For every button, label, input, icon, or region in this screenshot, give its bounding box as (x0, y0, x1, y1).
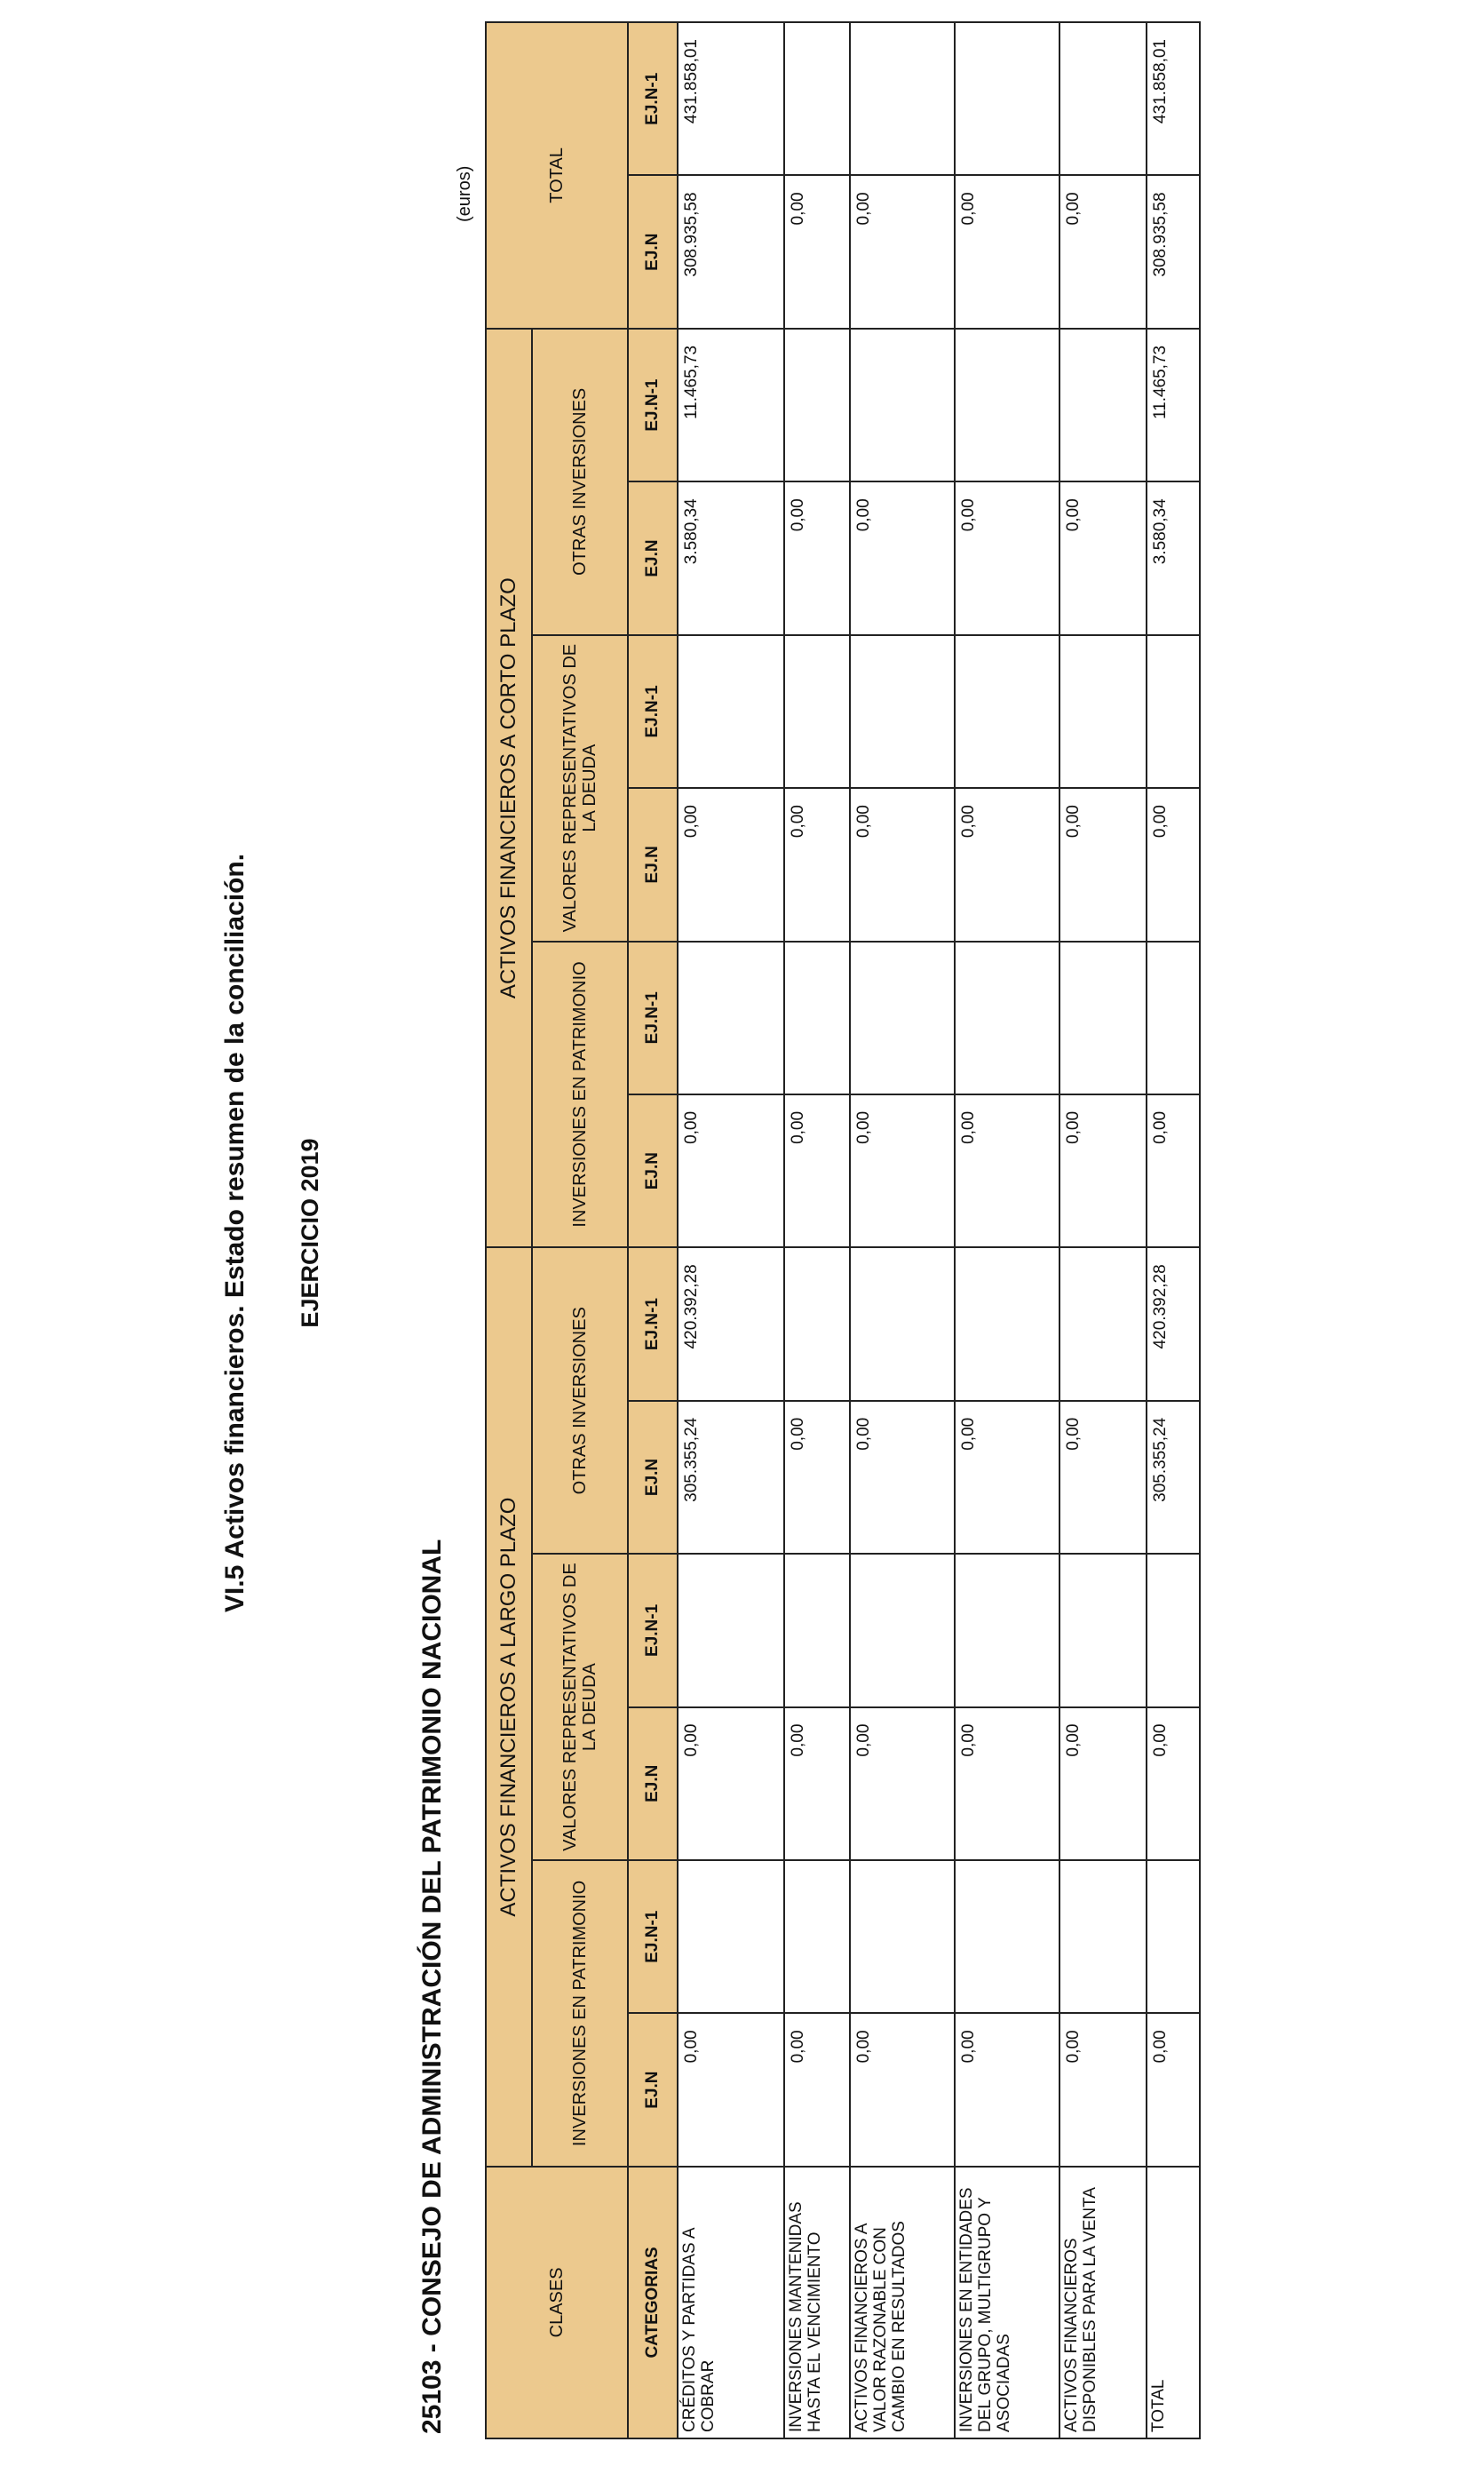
header-ejn: EJ.N (628, 481, 678, 634)
header-cp-otras-inversiones: OTRAS INVERSIONES (532, 329, 628, 635)
value-cell (955, 329, 1059, 481)
table-row (850, 22, 955, 2438)
header-categorias: CATEGORIAS (628, 2167, 678, 2438)
value-cell: 0,00 (955, 1401, 1059, 1554)
value-cell: 0,00 (678, 788, 784, 941)
table-row (1147, 22, 1200, 2438)
value-cell (850, 1247, 955, 1400)
value-cell: 0,00 (850, 481, 955, 634)
value-cell: 0,00 (1059, 2013, 1147, 2166)
value-cell (1059, 1860, 1147, 2013)
header-ejn1: EJ.N-1 (628, 1860, 678, 2013)
header-ejn1: EJ.N-1 (628, 942, 678, 1094)
header-cp-inv-patrimonio: INVERSIONES EN PATRIMONIO (532, 942, 628, 1248)
value-cell: 3.580,34 (678, 481, 784, 634)
value-cell: 420.392,28 (678, 1247, 784, 1400)
value-cell: 0,00 (784, 175, 850, 328)
table-row (955, 22, 1059, 2438)
conciliation-table (485, 21, 1201, 2439)
value-cell: 0,00 (955, 481, 1059, 634)
value-cell (1059, 1247, 1147, 1400)
value-cell (850, 329, 955, 481)
header-lp-valores-deuda: VALORES REPRESENTATIVOS DE LA DEUDA (532, 1554, 628, 1860)
value-cell: 305.355,24 (1147, 1401, 1200, 1554)
value-cell: 0,00 (678, 1094, 784, 1247)
value-cell (955, 1554, 1059, 1706)
value-cell: 0,00 (1059, 1401, 1147, 1554)
value-cell: 0,00 (1147, 1094, 1200, 1247)
table-row (784, 22, 850, 2438)
value-cell (1059, 1554, 1147, 1706)
value-cell (955, 942, 1059, 1094)
value-cell (678, 942, 784, 1094)
value-cell (850, 22, 955, 175)
value-cell: 0,00 (955, 2013, 1059, 2166)
value-cell (850, 942, 955, 1094)
value-cell: 0,00 (955, 175, 1059, 328)
value-cell: 308.935,58 (678, 175, 784, 328)
value-cell (678, 1554, 784, 1706)
category-cell: INVERSIONES EN ENTIDADES DEL GRUPO, MULTIGRUPO Y ASOCIADAS (955, 2167, 1059, 2438)
value-cell (1059, 329, 1147, 481)
value-cell: 0,00 (1059, 1707, 1147, 1860)
header-ejn1: EJ.N-1 (628, 1247, 678, 1400)
header-ejn: EJ.N (628, 1094, 678, 1247)
header-largo-plazo: ACTIVOS FINANCIEROS A LARGO PLAZO (486, 1247, 532, 2166)
table-body (678, 22, 1200, 2438)
value-cell (955, 22, 1059, 175)
page-title: VI.5 Activos financieros. Estado resumen de la conciliación. (220, 853, 250, 1613)
value-cell: 0,00 (955, 788, 1059, 941)
value-cell (1059, 635, 1147, 788)
value-cell: 0,00 (850, 1401, 955, 1554)
value-cell (1147, 1554, 1200, 1706)
header-ejn1: EJ.N-1 (628, 635, 678, 788)
header-ejn1: EJ.N-1 (628, 22, 678, 175)
category-cell: ACTIVOS FINANCIEROS A VALOR RAZONABLE CON CAMBIO EN RESULTADOS (850, 2167, 955, 2438)
value-cell (784, 1247, 850, 1400)
value-cell: 0,00 (784, 788, 850, 941)
header-lp-otras-inversiones: OTRAS INVERSIONES (532, 1247, 628, 1554)
value-cell: 0,00 (784, 481, 850, 634)
value-cell: 0,00 (955, 1707, 1059, 1860)
value-cell: 0,00 (678, 2013, 784, 2166)
value-cell: 0,00 (1059, 1094, 1147, 1247)
value-cell (678, 635, 784, 788)
header-cp-valores-deuda: VALORES REPRESENTATIVOS DE LA DEUDA (532, 635, 628, 942)
table-row (1059, 22, 1147, 2438)
value-cell: 0,00 (784, 1707, 850, 1860)
value-cell: 11.465,73 (678, 329, 784, 481)
value-cell: 420.392,28 (1147, 1247, 1200, 1400)
value-cell (1059, 22, 1147, 175)
header-clases: CLASES (486, 2167, 628, 2438)
value-cell: 305.355,24 (678, 1401, 784, 1554)
value-cell (955, 635, 1059, 788)
value-cell: 0,00 (784, 1401, 850, 1554)
value-cell: 0,00 (678, 1707, 784, 1860)
header-ejn1: EJ.N-1 (628, 1554, 678, 1706)
value-cell (784, 329, 850, 481)
value-cell: 0,00 (850, 1707, 955, 1860)
value-cell: 0,00 (1059, 175, 1147, 328)
value-cell: 11.465,73 (1147, 329, 1200, 481)
value-cell: 0,00 (1059, 481, 1147, 634)
header-ejn1: EJ.N-1 (628, 329, 678, 481)
value-cell (784, 1554, 850, 1706)
value-cell (955, 1860, 1059, 2013)
value-cell: 0,00 (850, 175, 955, 328)
header-total: TOTAL (486, 22, 628, 329)
value-cell: 3.580,34 (1147, 481, 1200, 634)
value-cell: 0,00 (1147, 788, 1200, 941)
value-cell (784, 635, 850, 788)
category-cell: CRÉDITOS Y PARTIDAS A COBRAR (678, 2167, 784, 2438)
value-cell: 0,00 (955, 1094, 1059, 1247)
header-ejn: EJ.N (628, 788, 678, 941)
value-cell (678, 1860, 784, 2013)
value-cell (850, 1554, 955, 1706)
value-cell (784, 1860, 850, 2013)
header-corto-plazo: ACTIVOS FINANCIEROS A CORTO PLAZO (486, 329, 532, 1247)
value-cell: 0,00 (850, 2013, 955, 2166)
units-label: (euros) (455, 165, 474, 222)
value-cell: 431.858,01 (678, 22, 784, 175)
value-cell (850, 635, 955, 788)
header-ejn: EJ.N (628, 175, 678, 328)
value-cell: 0,00 (1147, 1707, 1200, 1860)
table-row (678, 22, 784, 2438)
header-ejn: EJ.N (628, 1707, 678, 1860)
value-cell: 0,00 (850, 788, 955, 941)
value-cell: 308.935,58 (1147, 175, 1200, 328)
value-cell (784, 942, 850, 1094)
value-cell (1147, 942, 1200, 1094)
ejercicio-label: EJERCICIO 2019 (297, 1138, 323, 1328)
category-cell: TOTAL (1147, 2167, 1200, 2438)
value-cell: 0,00 (784, 1094, 850, 1247)
category-cell: ACTIVOS FINANCIEROS DISPONIBLES PARA LA VENTA (1059, 2167, 1147, 2438)
value-cell (1147, 1860, 1200, 2013)
value-cell: 0,00 (850, 1094, 955, 1247)
value-cell: 0,00 (1059, 788, 1147, 941)
value-cell: 0,00 (1147, 2013, 1200, 2166)
value-cell (955, 1247, 1059, 1400)
header-ejn: EJ.N (628, 1401, 678, 1554)
value-cell (1147, 635, 1200, 788)
value-cell (850, 1860, 955, 2013)
category-cell: INVERSIONES MANTENIDAS HASTA EL VENCIMIENTO (784, 2167, 850, 2438)
header-lp-inv-patrimonio: INVERSIONES EN PATRIMONIO (532, 1860, 628, 2167)
value-cell (784, 22, 850, 175)
value-cell: 0,00 (784, 2013, 850, 2166)
header-ejn: EJ.N (628, 2013, 678, 2166)
value-cell: 431.858,01 (1147, 22, 1200, 175)
entity-title: 25103 - CONSEJO DE ADMINISTRACIÓN DEL PATRIMONIO NACIONAL (417, 1539, 447, 2434)
value-cell (1059, 942, 1147, 1094)
